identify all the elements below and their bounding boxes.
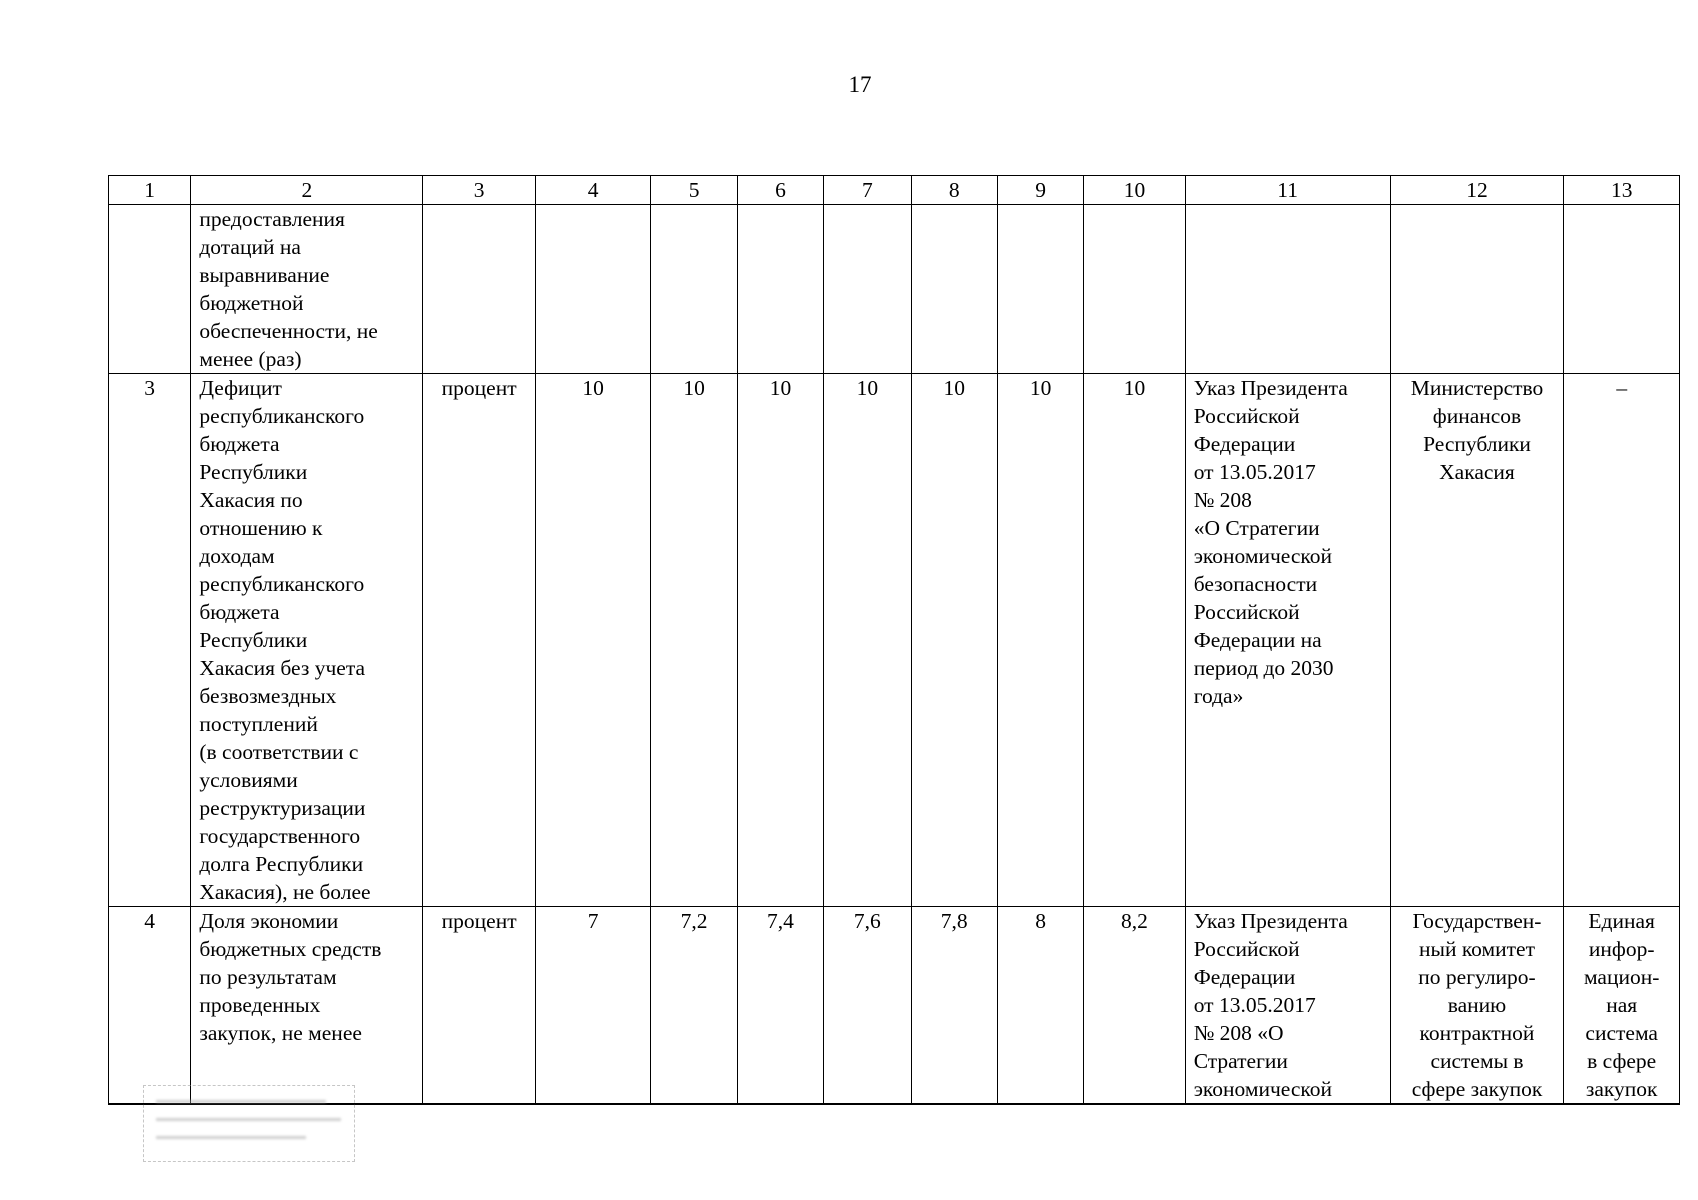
table-row <box>109 374 1680 907</box>
column-number: 10 <box>1084 176 1185 205</box>
value-cell: 7,6 <box>824 907 911 1105</box>
value-cell <box>997 205 1083 374</box>
value-cell <box>1084 205 1185 374</box>
basis-cell <box>1185 205 1390 374</box>
column-number: 4 <box>535 176 651 205</box>
value-cell: 10 <box>1084 374 1185 907</box>
responsible-cell: Государствен- ный комитет по регулиро- ванию контрактной системы в сфере закупок <box>1390 907 1564 1105</box>
unit-cell <box>423 205 536 374</box>
indicator-name-cell: Доля экономии бюджетных средств по результатам проведенных закупок, не менее <box>191 907 423 1105</box>
value-cell: 7,4 <box>737 907 823 1105</box>
column-number: 7 <box>824 176 911 205</box>
value-cell: 10 <box>737 374 823 907</box>
column-number: 1 <box>109 176 191 205</box>
column-number: 8 <box>911 176 997 205</box>
unit-cell: процент <box>423 374 536 907</box>
indicator-name-cell: Дефицит республиканского бюджета Республики Хакасия по отношению к доходам республиканского бюджета Республики Хакасия без учета безвозмездных поступлений (в соответствии с условиями реструктуризации государственного долга Республики Хакасия), не более <box>191 374 423 907</box>
column-number: 13 <box>1564 176 1680 205</box>
value-cell: 10 <box>824 374 911 907</box>
indicators-table <box>108 175 1680 1105</box>
column-number: 11 <box>1185 176 1390 205</box>
responsible-cell: Министерство финансов Республики Хакасия <box>1390 374 1564 907</box>
responsible-cell <box>1390 205 1564 374</box>
value-cell <box>651 205 737 374</box>
value-cell: 10 <box>535 374 651 907</box>
basis-cell: Указ Президента Российской Федерации от 13.05.2017 № 208 «О Стратегии экономической <box>1185 907 1390 1105</box>
value-cell <box>911 205 997 374</box>
certification-stamp <box>143 1085 355 1162</box>
indicator-name-cell: предоставления дотаций на выравнивание бюджетной обеспеченности, не менее (раз) <box>191 205 423 374</box>
page-number: 17 <box>848 72 872 97</box>
value-cell: 7,2 <box>651 907 737 1105</box>
source-cell: Единая инфор- мацион- ная система в сфере закупок <box>1564 907 1680 1105</box>
table-row <box>109 205 1680 374</box>
column-number: 6 <box>737 176 823 205</box>
source-cell <box>1564 205 1680 374</box>
column-number: 9 <box>997 176 1083 205</box>
basis-cell: Указ Президента Российской Федерации от 13.05.2017 № 208 «О Стратегии экономической безопасности Российской Федерации на период до 2030 года» <box>1185 374 1390 907</box>
value-cell: 10 <box>651 374 737 907</box>
column-number: 12 <box>1390 176 1564 205</box>
source-cell: – <box>1564 374 1680 907</box>
value-cell <box>737 205 823 374</box>
value-cell: 7,8 <box>911 907 997 1105</box>
value-cell <box>824 205 911 374</box>
value-cell: 8,2 <box>1084 907 1185 1105</box>
row-number-cell: 4 <box>109 907 191 1105</box>
row-number-cell <box>109 205 191 374</box>
value-cell: 7 <box>535 907 651 1105</box>
row-number-cell: 3 <box>109 374 191 907</box>
header-row <box>109 176 1680 205</box>
value-cell: 10 <box>911 374 997 907</box>
column-number: 5 <box>651 176 737 205</box>
value-cell: 10 <box>997 374 1083 907</box>
unit-cell: процент <box>423 907 536 1105</box>
value-cell: 8 <box>997 907 1083 1105</box>
column-number: 2 <box>191 176 423 205</box>
table-row <box>109 907 1680 1105</box>
column-number: 3 <box>423 176 536 205</box>
value-cell <box>535 205 651 374</box>
